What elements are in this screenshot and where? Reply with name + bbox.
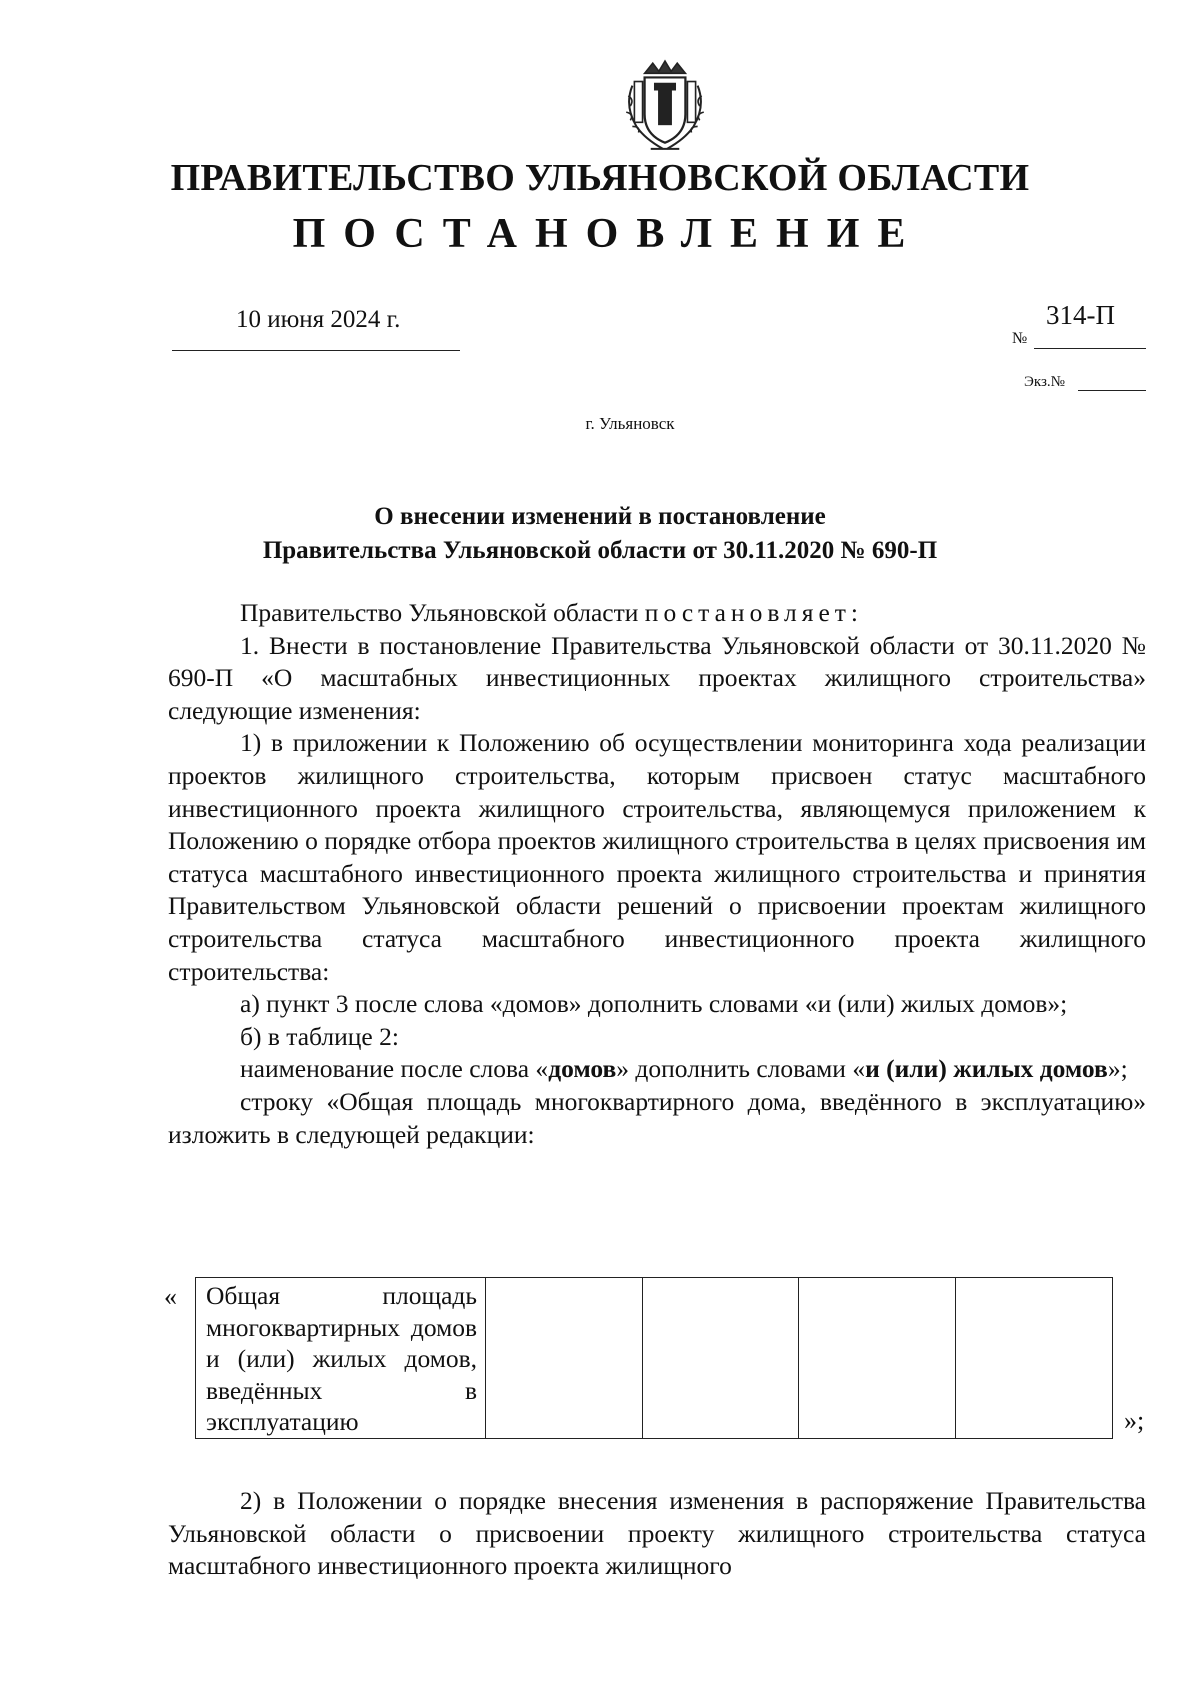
paragraph-b: б) в таблице 2:	[240, 1021, 399, 1051]
coat-of-arms-icon	[614, 54, 716, 158]
table-cell	[642, 1278, 799, 1439]
text-fragment: » дополнить словами «	[616, 1054, 866, 1084]
subject-line-2: Правительства Ульяновской области от 30.11.2020 № 690-П	[262, 537, 938, 564]
number-sign: №	[1012, 330, 1028, 347]
table-quote-open: «	[164, 1282, 177, 1311]
organization-title: ПРАВИТЕЛЬСТВО УЛЬЯНОВСКОЙ ОБЛАСТИ	[170, 157, 1030, 199]
date-underline	[172, 350, 460, 351]
subject-line-1: О внесении изменений в постановление	[374, 503, 826, 530]
table-row	[196, 1278, 1113, 1439]
document-type-title: ПОСТАНОВЛЕНИЕ	[292, 211, 924, 257]
table-quote-close: »;	[1124, 1406, 1145, 1435]
paragraph-a: а) пункт 3 после слова «домов» дополнить словами «и (или) жилых домов»;	[240, 989, 1068, 1019]
document-date: 10 июня 2024 г.	[236, 306, 401, 333]
bold-fragment: домов	[548, 1054, 617, 1084]
table-cell-label	[196, 1278, 486, 1439]
copy-underline	[1078, 390, 1146, 391]
text-fragment: наименование после слова «	[240, 1054, 549, 1084]
number-underline	[1034, 348, 1146, 349]
document-number: 314-П	[1046, 300, 1115, 330]
table-cell	[799, 1278, 956, 1439]
intro-paragraph	[168, 597, 1146, 630]
document-body	[168, 597, 1146, 1151]
amendment-table	[195, 1277, 1113, 1439]
text-fragment: »;	[1107, 1054, 1128, 1084]
bold-fragment: и (или) жилых домов	[865, 1054, 1108, 1084]
paragraph-1-1: 1) в приложении к Положению об осуществлении мониторинга хода реализации проектов жилищного строительства, которым присвоен статус масштабного инвестиционного проекта жилищного строительства, являющемуся приложением к Положению о порядке отбора проектов жилищного строительства в целях присвоения им статуса масштабного инвестиционного проекта жилищного строительства и принятия Правительством Ульяновской области решений о присвоении проектам жилищного строительства статуса масштабного инвестиционного проекта жилищного строительства:	[168, 728, 1146, 986]
paragraph-2: 2) в Положении о порядке внесения изменения в распоряжение Правительства Ульяновской области о присвоении проекту жилищного строительства статуса масштабного инвестиционного проекта жилищного	[168, 1486, 1146, 1581]
paragraph-1: 1. Внести в постановление Правительства Ульяновской области от 30.11.2020 № 690-П «О масштабных инвестиционных проектах жилищного строительства» следующие изменения:	[168, 630, 1146, 725]
intro-text: Правительство Ульяновской области	[240, 598, 645, 627]
document-body-continued	[168, 1485, 1146, 1583]
city-label: г. Ульяновск	[585, 414, 675, 433]
table-cell	[956, 1278, 1113, 1439]
paragraph-name-change	[168, 1053, 1146, 1086]
row-label: Общая площадь многоквартирных домов и (или) жилых домов, введённых в эксплуатацию	[206, 1281, 478, 1436]
table-cell	[486, 1278, 643, 1439]
intro-spaced-word: постановляет:	[644, 598, 864, 627]
document-subject	[0, 500, 1200, 568]
paragraph-row-change: строку «Общая площадь многоквартирного дома, введённого в эксплуатацию» изложить в следующей редакции:	[168, 1086, 1146, 1149]
copy-label: Экз.№	[1024, 374, 1065, 390]
